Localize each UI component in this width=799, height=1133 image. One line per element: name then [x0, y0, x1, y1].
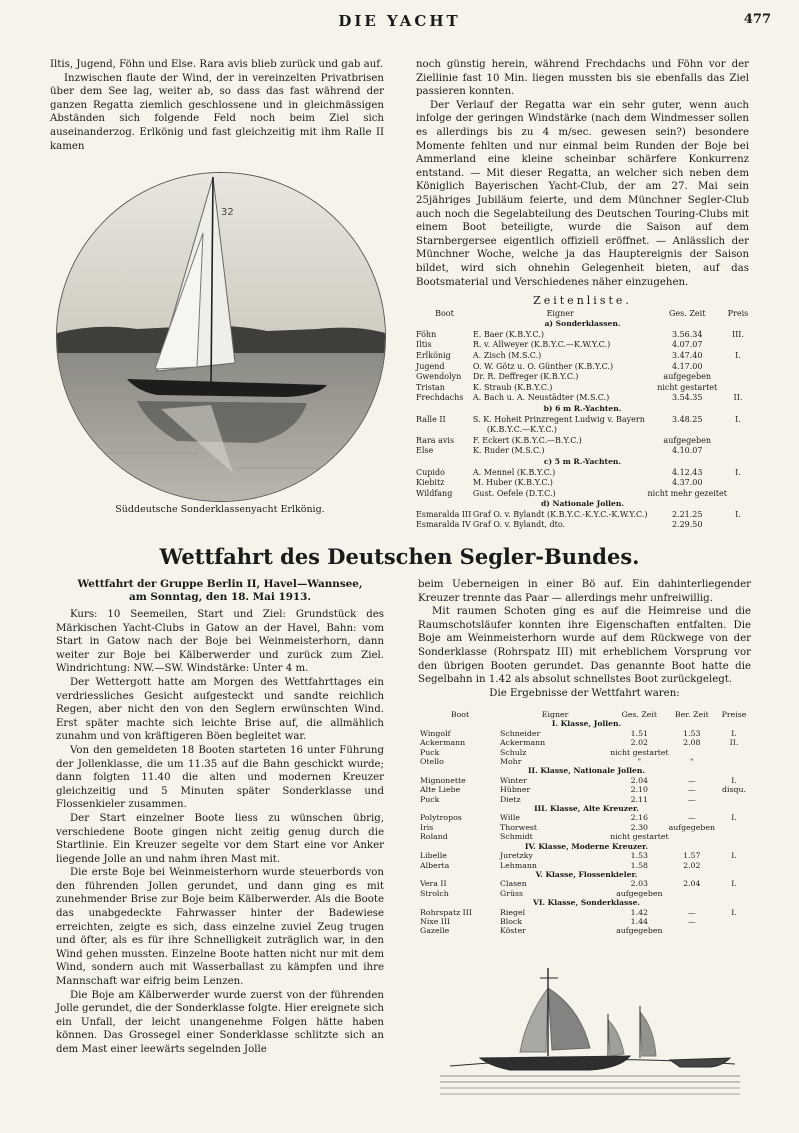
cell-zeit: 4.17.00 — [671, 361, 703, 371]
cell-eigner-continued: (K.B.Y.C.—K.Y.C.) — [486, 425, 557, 435]
cell-preis: I. — [735, 414, 741, 424]
table-row-continuation — [416, 425, 749, 436]
cell-ber-zeit: 1.57 — [683, 851, 701, 861]
table-row — [416, 362, 749, 373]
paragraph: Von den gemeldeten 18 Booten starteten 16 unter Führung der Jollenklasse, die um 11.35 auf die Bahn geschickt wurde; dann folgten 11.40 die alten und modernen Kreuzer gleichzeitig und 5 Minuten später Sonderklasse und Flossenkieler zusammen. — [56, 744, 384, 811]
cell-boot: Wildfang — [416, 488, 453, 498]
paragraph: Kurs: 10 Seemeilen, Start und Ziel: Grundstück des Märkischen Yacht-Clubs in Gatow an der Havel, Bahn: vom Start in Gatow nach der Boje bei Weinmeisterhorn, dann weiter zur Boje bei Kälberwerder und zurück zum Ziel. Windrichtung: NW.—SW. Windstärke: Unter 4 m. — [56, 609, 384, 675]
cell-empty — [648, 425, 727, 436]
cell-preis — [727, 478, 749, 489]
cell-zeit: 3.47.40 — [671, 350, 703, 360]
section-row — [420, 870, 753, 879]
cell-eigner: Lehmann — [500, 860, 537, 870]
cell-preise: I. — [731, 879, 737, 889]
cell-preis: I. — [735, 509, 741, 519]
cell-ber-zeit: 1.53 — [683, 728, 701, 738]
section-row — [420, 719, 753, 728]
zeitenliste-title: Zeitenliste. — [533, 294, 632, 307]
cell-eigner: Clasen — [500, 879, 527, 889]
table-row — [420, 785, 753, 794]
sub-heading-line: am Sonntag, den 18. Mai 1913. — [129, 591, 311, 603]
cell-boot: Erlkönig — [416, 350, 451, 360]
cell-boot: Cupido — [416, 467, 445, 477]
section-title: a) Sonderklassen. — [544, 319, 621, 329]
cell-preis — [727, 372, 749, 383]
col-header-boot: Boot — [435, 308, 454, 318]
table-row — [416, 489, 749, 500]
section-row — [416, 457, 749, 468]
section-title: II. Klasse, Nationale Jollen. — [527, 766, 645, 776]
cell-ges-zeit: aufgegeben — [616, 888, 663, 898]
col-header-preis: Preis — [727, 308, 749, 318]
cell-boot: Puck — [420, 747, 440, 757]
cell-eigner: Graf O. v. Bylandt, dto. — [472, 520, 566, 530]
cell-preise: I. — [731, 907, 737, 917]
cell-boot: Wingolf — [420, 728, 451, 738]
cell-eigner: Juretzky — [500, 851, 533, 861]
cell-preis — [727, 489, 749, 500]
sailboat-illustration — [57, 173, 385, 501]
cell-boot: Iris — [420, 822, 434, 832]
cell-ges-zeit: nicht gestartet — [610, 747, 669, 757]
cell-eigner: F. Eckert (K.B.Y.C.—B.Y.C.) — [472, 435, 582, 445]
cell-preis — [727, 362, 749, 373]
cell-zeit: 4.12.43 — [671, 467, 703, 477]
table-row — [420, 729, 753, 738]
sailboat-photo — [56, 172, 386, 502]
table-row — [420, 795, 753, 804]
table-row — [416, 383, 749, 394]
cell-preise — [715, 823, 753, 832]
cell-ber-zeit: — — [687, 813, 696, 823]
cell-ber-zeit — [669, 832, 715, 841]
paragraph: noch günstig herein, während Frechdachs und Föhn vor der Ziellinie fast 10 Min. liegen mussten bis sie ebenfalls das Ziel passieren konnten. — [416, 59, 749, 98]
cell-zeit: 2.29.50 — [671, 520, 703, 530]
col-header-boot: Boot — [450, 710, 470, 719]
section-row — [420, 842, 753, 851]
cell-zeit: 4.07.07 — [671, 340, 703, 350]
paragraph: Die Boje am Kälberwerder wurde zuerst von der führenden Jolle gerundet, die der Sonderklasse folgte. Hier ereignete sich ein Unfall, der leicht unangenehme Folgen hätte haben können. Das Grossegel einer Sonderklasse schlitzte sich an dem Mast einer leewärts segelnden Jolle — [56, 989, 384, 1055]
col-header-preise: Preise — [721, 710, 747, 719]
cell-ges-zeit: 2.10 — [630, 785, 649, 795]
cell-ges-zeit: " — [637, 757, 642, 767]
cell-eigner: A. Mennel (K.B.Y.C.) — [472, 467, 556, 477]
section-title: c) 5 m R.-Yachten. — [543, 456, 622, 466]
cell-boot: Alte Liebe — [420, 785, 461, 795]
cell-eigner: A. Bach u. A. Neustädter (M.S.C.) — [472, 393, 610, 403]
table-row — [416, 340, 749, 351]
cell-preis — [727, 340, 749, 351]
cell-zeit: 4.10.07 — [671, 446, 703, 456]
cell-ber-zeit: 2.08 — [683, 738, 701, 748]
cell-eigner: A. Zisch (M.S.C.) — [472, 350, 542, 360]
cell-eigner: Block — [500, 916, 523, 926]
cell-preise: I. — [731, 813, 737, 823]
table-row — [420, 889, 753, 898]
cell-preise — [715, 926, 753, 935]
paragraph: Mit raumen Schoten ging es auf die Heimreise und die Raumschotsläufer konnten ihre Eigenschaften entfalten. Die Boje am Weinmeisterhorn wurde auf dem Rückwege von der Sonderklasse (Rohrspatz III) mit erheblichem Vorsprung vor den übrigen Booten gerundet. Das genannte Boot hatte die Segelbahn in 1.42 als absolut schnellstes Boot zurückgelegt. — [418, 606, 751, 686]
cell-boot: Gazelle — [420, 926, 450, 936]
left-bottom-column — [56, 578, 384, 1057]
cell-empty — [727, 425, 749, 436]
cell-eigner: Thorwest — [500, 822, 538, 832]
cell-eigner: M. Huber (K.B.Y.C.) — [472, 478, 553, 488]
cell-ges-zeit: 1.51 — [630, 728, 649, 738]
paragraph: Der Wettergott hatte am Morgen des Wettfahrttages ein verdriessliches Gesicht aufgesteckt und sandte reichlich Regen, aber nicht den von den Seglern erwünschten Wind. Erst später machte sich leichte Brise auf, die allmählich zunahm und von kräftigeren Böen begleitet war. — [56, 676, 384, 743]
cell-boot: Esmaralda III — [416, 509, 472, 519]
table-row — [416, 478, 749, 489]
section-title: d) Nationale Jollen. — [540, 499, 625, 509]
cell-eigner: Dr. R. Deffreger (K.B.Y.C.) — [472, 372, 579, 382]
cell-preise: disqu. — [722, 785, 746, 795]
sub-heading-line: Wettfahrt der Gruppe Berlin II, Havel—Wannsee, — [77, 578, 363, 590]
cell-boot: Rohrspatz III — [420, 907, 472, 917]
cell-eigner: Mohr — [500, 757, 522, 767]
cell-eigner: Schneider — [500, 728, 541, 738]
ships-illustration — [440, 958, 740, 1098]
section-row — [416, 499, 749, 510]
right-top-column — [416, 58, 749, 289]
cell-preise — [715, 748, 753, 757]
cell-boot: Else — [416, 446, 434, 456]
cell-ber-zeit: — — [687, 785, 696, 795]
section-title: III. Klasse, Alte Kreuzer. — [534, 804, 639, 814]
paragraph: Inzwischen flaute der Wind, der in vereinzelten Privatbrisen über dem See lag, weiter ab, so dass das fast während der ganzen Regatta ziemlich geschlossene und in gleichmässigen Abständen sich folgende Feld noch beim Ziel sich auseinanderzog. Erlkönig und fast gleichzeitig mit ihm Ralle II kamen — [50, 72, 384, 152]
section-row — [416, 404, 749, 415]
section-row — [420, 898, 753, 907]
left-top-column — [50, 58, 384, 153]
section-title: b) 6 m R.-Yachten. — [543, 403, 622, 413]
cell-ber-zeit: 2.02 — [683, 860, 701, 870]
cell-preise: I. — [731, 728, 737, 738]
right-bottom-column — [418, 578, 751, 700]
cell-preise: I. — [731, 775, 737, 785]
cell-boot: Rara avis — [416, 435, 455, 445]
table-row — [420, 908, 753, 917]
cell-boot: Föhn — [416, 329, 437, 339]
cell-eigner: S. K. Hoheit Prinzregent Ludwig v. Bayern — [472, 414, 645, 424]
cell-zeit: 3.54.35 — [671, 393, 703, 403]
cell-zeit: aufgegeben — [663, 372, 712, 382]
cell-ges-zeit: 1.42 — [630, 907, 649, 917]
cell-preis: III. — [731, 329, 744, 339]
cell-ges-zeit: 2.02 — [630, 738, 649, 748]
cell-zeit: aufgegeben — [663, 435, 712, 445]
paragraph: Die erste Boje bei Weinmeisterhorn wurde steuerbords von den führenden Jollen gerundet, und dann ging es mit zunehmender Brise zur Boje beim Kälberwerder. Als die Boote das unabgedeckte Fahrwasser hinter der Badewiese erreichten, zeigte es sich, dass einzelne zuviel Zeug trugen und öfter, als es für ihre Schnelligkeit zuträglich war, in den Wind gehen mussten. Einzelne Boote hatten nicht nur mit dem Wind, sondern auch mit Wasserballast zu kämpfen und ihre Mannschaft war eifrig beim Lenzen. — [56, 867, 384, 988]
cell-ges-zeit: aufgegeben — [616, 926, 663, 936]
table-row — [420, 917, 753, 926]
cell-eigner: R. v. Allweyer (K.B.Y.C.—K.W.Y.C.) — [472, 340, 611, 350]
section-title: VI. Klasse, Sonderklasse. — [532, 898, 641, 908]
cell-preise — [715, 917, 753, 926]
cell-ber-zeit: aufgegeben — [668, 822, 715, 832]
table-row — [420, 861, 753, 870]
cell-eigner: Graf O. v. Bylandt (K.B.Y.C.-K.Y.C.-K.W.Y.C.) — [472, 509, 648, 519]
cell-boot: Vera II — [420, 879, 447, 889]
cell-ber-zeit: — — [687, 907, 696, 917]
cell-ber-zeit — [669, 889, 715, 898]
cell-preise — [715, 889, 753, 898]
section-title: V. Klasse, Flossenkieler. — [535, 869, 638, 879]
cell-ber-zeit: 2.04 — [683, 879, 701, 889]
cell-ges-zeit: nicht gestartet — [610, 832, 669, 842]
cell-preis — [727, 436, 749, 447]
cell-eigner: Schmidt — [500, 832, 533, 842]
table-row — [416, 446, 749, 457]
cell-empty — [416, 425, 473, 436]
cell-eigner: Ackermann — [500, 738, 546, 748]
cell-ges-zeit: 2.04 — [630, 775, 649, 785]
cell-boot: Mignonette — [420, 775, 466, 785]
cell-boot: Gwendolyn — [416, 372, 462, 382]
sail-number: 32 — [221, 207, 234, 218]
cell-zeit: nicht gestartet — [657, 382, 718, 392]
cell-boot: Puck — [420, 794, 440, 804]
paragraph: beim Ueberneigen in einer Bö auf. Ein dahinterliegender Kreuzer trennte das Paar — allerdings mehr unfreiwillig. — [418, 579, 751, 604]
cell-ber-zeit: — — [687, 794, 696, 804]
cell-ber-zeit — [669, 926, 715, 935]
paragraph: Iltis, Jugend, Föhn und Else. Rara avis blieb zurück und gab auf. — [50, 59, 383, 70]
cell-eigner: O. W. Götz u. O. Günther (K.B.Y.C.) — [472, 361, 614, 371]
cell-eigner: Schulz — [500, 747, 527, 757]
cell-ber-zeit — [669, 748, 715, 757]
ships-drawing — [440, 958, 740, 1098]
cell-eigner: Gust. Oefele (D.T.C.) — [472, 488, 556, 498]
main-heading: Wettfahrt des Deutschen Segler-Bundes. — [159, 544, 640, 569]
table-row — [416, 351, 749, 362]
table-row — [420, 738, 753, 747]
zeitenliste-table — [416, 296, 749, 531]
cell-boot: Polytropos — [420, 813, 462, 823]
table-row — [420, 823, 753, 832]
col-header-ges-zeit: Ges. Zeit — [621, 710, 658, 719]
cell-zeit: nicht mehr gezeitet — [647, 488, 727, 498]
cell-ges-zeit: 1.53 — [630, 851, 649, 861]
table-row — [420, 757, 753, 766]
sub-heading — [56, 578, 384, 604]
cell-boot: Alberta — [420, 860, 450, 870]
cell-preise — [715, 795, 753, 804]
cell-ges-zeit: 2.11 — [630, 794, 649, 804]
table-row — [420, 832, 753, 841]
cell-boot: Tristan — [416, 382, 445, 392]
cell-ber-zeit: — — [687, 775, 696, 785]
table-row — [420, 879, 753, 888]
cell-boot: Nixe III — [420, 916, 451, 926]
table-row — [416, 372, 749, 383]
cell-boot: Strolch — [420, 888, 449, 898]
cell-preis — [727, 446, 749, 457]
table-row — [420, 926, 753, 935]
cell-boot: Iltis — [416, 340, 432, 350]
cell-eigner: Köster — [500, 926, 526, 936]
cell-preise: I. — [731, 851, 737, 861]
cell-eigner: Wille — [500, 813, 520, 823]
cell-eigner: Dietz — [500, 794, 521, 804]
cell-eigner: Winter — [500, 775, 527, 785]
table-row — [416, 393, 749, 404]
cell-preise: II. — [729, 738, 739, 748]
section-row — [420, 766, 753, 775]
cell-ber-zeit: " — [690, 757, 694, 767]
cell-zeit: 3.48.25 — [671, 414, 703, 424]
cell-preis: I. — [735, 467, 741, 477]
cell-zeit: 4.37.00 — [671, 478, 703, 488]
table-row — [416, 468, 749, 479]
section-row — [420, 804, 753, 813]
page-header-title: DIE YACHT — [338, 12, 461, 30]
section-title: IV. Klasse, Moderne Kreuzer. — [524, 841, 649, 851]
cell-boot: Jugend — [416, 361, 445, 371]
page-number: 477 — [743, 12, 771, 27]
cell-boot: Roland — [420, 832, 448, 842]
photo-caption: Süddeutsche Sonderklassenyacht Erlkönig. — [115, 504, 325, 515]
table-row — [416, 510, 749, 521]
paragraph: Der Start einzelner Boote liess zu wünschen übrig, verschiedene Boote gingen nicht zeitig genug durch die Startlinie. Ein Kreuzer segelte vor dem Start eine vor Anker liegende Jolle an und nahm ihren Mast mit. — [56, 812, 384, 865]
col-header-ber-zeit: Ber. Zeit — [674, 710, 709, 719]
table-row — [416, 415, 749, 426]
table-row — [416, 330, 749, 341]
table-row — [416, 436, 749, 447]
cell-preis — [727, 520, 749, 531]
cell-preis: II. — [733, 393, 743, 403]
cell-preis: I. — [735, 350, 741, 360]
cell-preise — [715, 832, 753, 841]
cell-eigner: K. Ruder (M.S.C.) — [472, 446, 545, 456]
cell-boot: Ackermann — [420, 738, 466, 748]
cell-boot: Otello — [420, 757, 444, 767]
table-row — [420, 851, 753, 860]
table-row — [420, 748, 753, 757]
section-row — [416, 319, 749, 330]
cell-ges-zeit: 2.03 — [630, 879, 649, 889]
section-title: I. Klasse, Jollen. — [551, 719, 622, 729]
cell-ges-zeit: 2.30 — [630, 822, 649, 832]
cell-boot: Libelle — [420, 851, 447, 861]
cell-boot: Ralle II — [416, 414, 446, 424]
cell-ges-zeit: 1.44 — [630, 916, 649, 926]
cell-preise — [715, 757, 753, 766]
table-row — [416, 520, 749, 531]
col-header-eigner: Eigner — [546, 308, 574, 318]
cell-preise — [715, 861, 753, 870]
cell-preis — [727, 383, 749, 394]
col-header-eigner: Eigner — [541, 710, 569, 719]
cell-boot: Frechdachs — [416, 393, 464, 403]
table-row — [420, 813, 753, 822]
cell-ber-zeit: — — [687, 916, 696, 926]
cell-zeit: 2.21.25 — [671, 509, 703, 519]
cell-eigner: K. Straub (K.B.Y.C.) — [472, 382, 553, 392]
col-header-zeit: Ges. Zeit — [669, 308, 706, 318]
cell-eigner: Grüss — [500, 888, 523, 898]
table-row — [420, 776, 753, 785]
paragraph: Die Ergebnisse der Wettfahrt waren: — [489, 687, 680, 699]
cell-boot: Kiebitz — [416, 478, 445, 488]
cell-zeit: 3.56.34 — [671, 329, 703, 339]
cell-eigner: Hübner — [500, 785, 531, 795]
cell-ges-zeit: 1.58 — [630, 860, 649, 870]
cell-boot: Esmaralda IV — [416, 520, 471, 530]
ergebnisse-table — [420, 710, 753, 936]
cell-ges-zeit: 2.16 — [630, 813, 649, 823]
cell-eigner: E. Baer (K.B.Y.C.) — [472, 329, 544, 339]
cell-eigner: Riegel — [500, 907, 526, 917]
paragraph: Der Verlauf der Regatta war ein sehr guter, wenn auch infolge der geringen Windstärke (nach dem Windmesser sollen es allerdings bis zu 4 m/sec. gewesen sein?) besondere Momente fehlten und nur einmal beim Runden der Boje bei Ammerland eine kleine scheinbar schärfere Konkurrenz entstand. — Mit dieser Regatta, an welcher sich neben dem Königlich Bayerischen Yacht-Club, der am 27. Mai sein 25jähriges Jubiläum feierte, und dem Münchner Segler-Club auch noch die Segelabteilung des Deutschen Touring-Clubs mit einem Boot beteiligte, wurde die Saison auf dem Starnbergersee eigentlich offiziell eröffnet. — Anlässlich der Münchner Woche, welche ja das Hauptereignis der Saison bildet, wird sich ohnehin Gelegenheit bieten, auf das Bootsmaterial und Verschiedenes näher einzugehen. — [416, 99, 749, 288]
